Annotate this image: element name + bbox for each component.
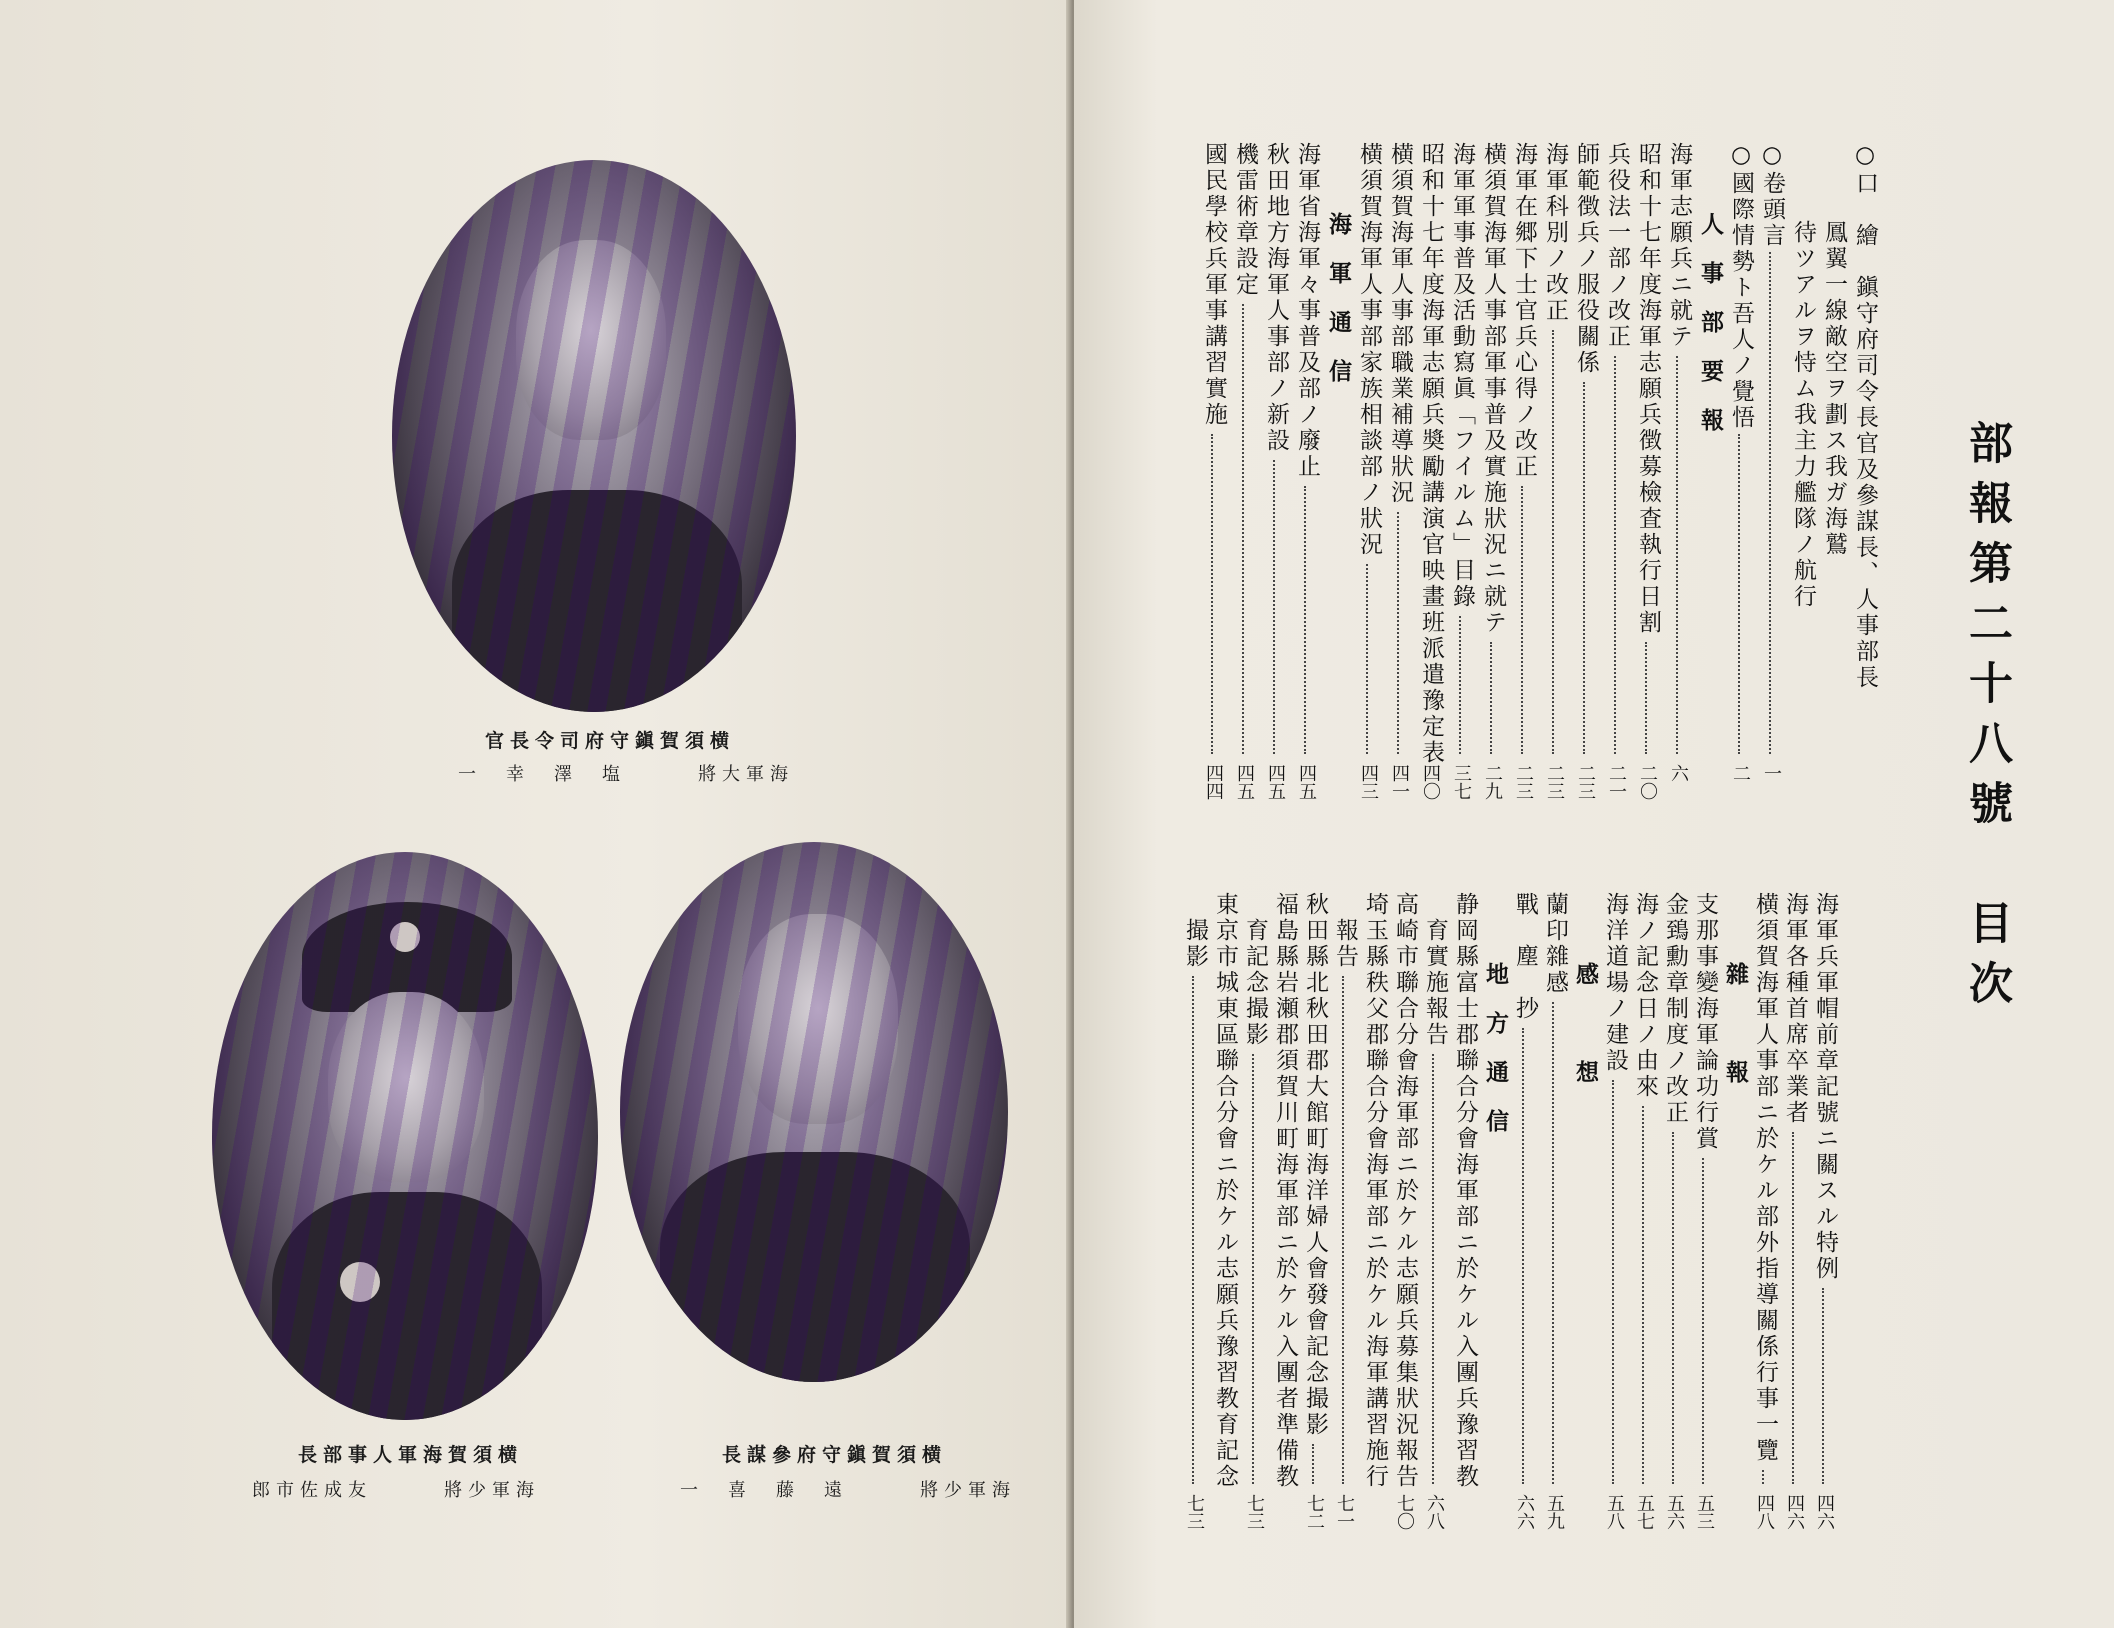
toc-entry: 昭和十七年度海軍志願兵奬勵講演官映畫班派遣豫定表 [1418,142,1444,766]
toc-entry: 待ツアルヲ恃ム我主力艦隊ノ航行 [1790,142,1816,610]
toc-entry: 福島縣岩瀬郡須賀川町海軍部ニ於ケル入團者準備教 [1272,892,1298,1490]
toc-page-number: 四六 [1784,1494,1805,1530]
toc-entry: 海軍各種首席卒業者 [1782,892,1808,1126]
toc-entry: 兵役法一部ノ改正 [1604,142,1630,350]
toc-leader-dots [1822,1288,1824,1484]
toc-entry: 横須賀海軍人事部職業補導狀況 [1387,142,1413,506]
portrait-personnel-chief [212,852,598,1420]
toc-section-heading: 地方通信 [1482,962,1509,1158]
toc-entry: ○卷頭言 [1759,142,1785,249]
toc-leader-dots [1614,356,1616,754]
caption-chief-of-staff-name: 一 喜 藤 遠 將少軍海 [680,1480,1016,1501]
toc-entry: 埼玉縣秩父郡聯合分會海軍部ニ於ケル海軍講習施行 [1362,892,1388,1490]
toc-entry: ○國際情勢ト吾人ノ覺悟 [1728,142,1754,431]
toc-entry: 機雷術章設定 [1232,142,1258,298]
toc-page-number: 二三 [1575,764,1596,800]
toc-entry: 海軍省海軍々事普及部ノ廢止 [1294,142,1320,480]
toc-leader-dots [1304,486,1306,754]
toc-page-number: 四五 [1265,764,1286,800]
caption-personnel-chief-title: 長部事人軍海賀須横 [298,1444,524,1466]
toc-entry: 静岡縣富士郡聯合分會海軍部ニ於ケル入團兵豫習教 [1452,892,1478,1490]
toc-page-number: 二九 [1482,764,1503,800]
toc-page-number: 四三 [1358,764,1379,800]
toc-page-number: 五三 [1694,1494,1715,1530]
toc-entry: 高崎市聯合分會海軍部ニ於ケル志願兵募集狀況報告 [1392,892,1418,1490]
toc-page-number: 六八 [1424,1494,1445,1530]
toc-leader-dots [1612,1080,1614,1484]
toc-entry: 支那事變海軍論功行賞 [1692,892,1718,1152]
toc-page-number: 二三 [1544,764,1565,800]
toc-entry: 戰 塵 抄 [1512,892,1538,1022]
toc-leader-dots [1273,460,1275,754]
toc-leader-dots [1552,1002,1554,1484]
medal-icon [340,1262,380,1302]
toc-leader-dots [1192,976,1194,1484]
toc-section-heading: 感 想 [1572,962,1599,1109]
portrait-commander [392,160,796,712]
toc-entry: 秋田地方海軍人事部ノ新設 [1263,142,1289,454]
toc-leader-dots [1672,1132,1674,1484]
toc-entry: 秋田縣北秋田郡大館町海洋婦人會發會記念撮影 [1302,892,1328,1438]
toc-page-number: 四八 [1754,1494,1775,1530]
toc-entry: 海軍科別ノ改正 [1542,142,1568,324]
toc-entry: 師範徴兵ノ服役關係 [1573,142,1599,376]
toc-page-number: 四〇 [1420,764,1441,800]
toc-leader-dots [1397,512,1399,754]
toc-entry: 東京市城東區聯合分會ニ於ケル志願兵豫習教育記念 [1212,892,1238,1490]
caption-chief-of-staff-title: 長謀參府守鎭賀須横 [722,1444,948,1466]
toc-page-number: 五八 [1604,1494,1625,1530]
toc-entry: 横須賀海軍人事部軍事普及實施狀況ニ就テ [1480,142,1506,636]
toc-page-number: 二〇 [1637,764,1658,800]
cap-icon [302,902,512,1012]
portrait-chief-of-staff [620,842,1008,1382]
toc-leader-dots [1702,1158,1704,1484]
toc-leader-dots [1522,1028,1524,1484]
toc-leader-dots [1769,252,1771,754]
toc-entry: 横須賀海軍人事部ニ於ケル部外指導關係行事一覽 [1752,892,1778,1464]
toc-page-number: 三七 [1451,764,1472,800]
toc-page-number: 七三 [1184,1494,1205,1530]
toc-entry: 海軍兵軍帽前章記號ニ關スル特例 [1812,892,1838,1282]
toc-entry: 育記念撮影 [1242,892,1268,1048]
toc-section-heading: 人事部要報 [1697,212,1724,457]
toc-leader-dots [1211,434,1213,754]
toc-entry: 海軍軍事普及活動寫眞「フイルム」目錄 [1449,142,1475,610]
toc-entry: 海軍志願兵ニ就テ [1666,142,1692,350]
toc-leader-dots [1645,642,1647,754]
toc-page-number: 二 [1730,764,1751,782]
toc-page-number: 四一 [1389,764,1410,800]
toc-leader-dots [1432,1054,1434,1484]
toc-entry: ○口 繪 鎭守府司令長官及參謀長、人事部長 [1852,142,1878,691]
toc-page-number: 四五 [1296,764,1317,800]
toc-leader-dots [1642,1106,1644,1484]
emblem-icon [390,922,420,952]
toc-leader-dots [1342,976,1344,1484]
toc-page-number: 七一 [1334,1494,1355,1530]
toc-page-number: 六六 [1514,1494,1535,1530]
toc-entry: 國民學校兵軍事講習實施 [1201,142,1227,428]
caption-commander-name: 一 幸 澤 塩 將大軍海 [458,764,794,785]
toc-leader-dots [1312,1444,1314,1484]
toc-page-number: 五六 [1664,1494,1685,1530]
toc-page-number: 六 [1668,764,1689,782]
toc-page-number: 七〇 [1394,1494,1415,1530]
toc-entry: 金鵄勳章制度ノ改正 [1662,892,1688,1126]
toc-entry: 海ノ記念日ノ由來 [1632,892,1658,1100]
toc-page-number: 一 [1761,764,1782,782]
toc-entry: 報告 [1332,892,1358,970]
toc-page-number: 七二 [1304,1494,1325,1530]
toc-leader-dots [1459,616,1461,754]
toc-entry: 撮影 [1182,892,1208,970]
toc-page-number: 四六 [1814,1494,1835,1530]
toc-page-number: 四五 [1234,764,1255,800]
toc-leader-dots [1738,434,1740,754]
toc-leader-dots [1552,330,1554,754]
caption-personnel-chief-name: 郎市佐成友 將少軍海 [252,1480,540,1501]
toc-title: 部報第二十八號 目次 [1961,420,2012,1020]
toc-entry: 育實施報告 [1422,892,1448,1048]
toc-leader-dots [1676,356,1678,754]
toc-entry: 海軍在郷下士官兵心得ノ改正 [1511,142,1537,480]
toc-leader-dots [1366,564,1368,754]
toc-entry: 鳳翼一線敵空ヲ劃ス我ガ海鷲 [1821,142,1847,558]
toc-entry: 海洋道場ノ建設 [1602,892,1628,1074]
toc-leader-dots [1242,304,1244,754]
toc-page-number: 七三 [1244,1494,1265,1530]
toc-entry: 横須賀海軍人事部家族相談部ノ狀況 [1356,142,1382,558]
toc-leader-dots [1583,382,1585,754]
toc-leader-dots [1490,642,1492,754]
toc-entry: 昭和十七年度海軍志願兵徴募檢査執行日割 [1635,142,1661,636]
toc-entry: 蘭印雜感 [1542,892,1568,996]
toc-leader-dots [1521,486,1523,754]
toc-section-heading: 雜 報 [1722,962,1749,1109]
toc-page-number: 二一 [1606,764,1627,800]
toc-page-number: 四四 [1203,764,1224,800]
toc-page-number: 五九 [1544,1494,1565,1530]
toc-leader-dots [1762,1470,1764,1484]
toc-page-number: 二三 [1513,764,1534,800]
caption-commander-title: 官長令司府守鎭賀須横 [485,730,736,752]
toc-leader-dots [1252,1054,1254,1484]
toc-section-heading: 海軍通信 [1325,212,1352,408]
right-page [1074,0,2114,1628]
toc-leader-dots [1792,1132,1794,1484]
toc-page-number: 五七 [1634,1494,1655,1530]
